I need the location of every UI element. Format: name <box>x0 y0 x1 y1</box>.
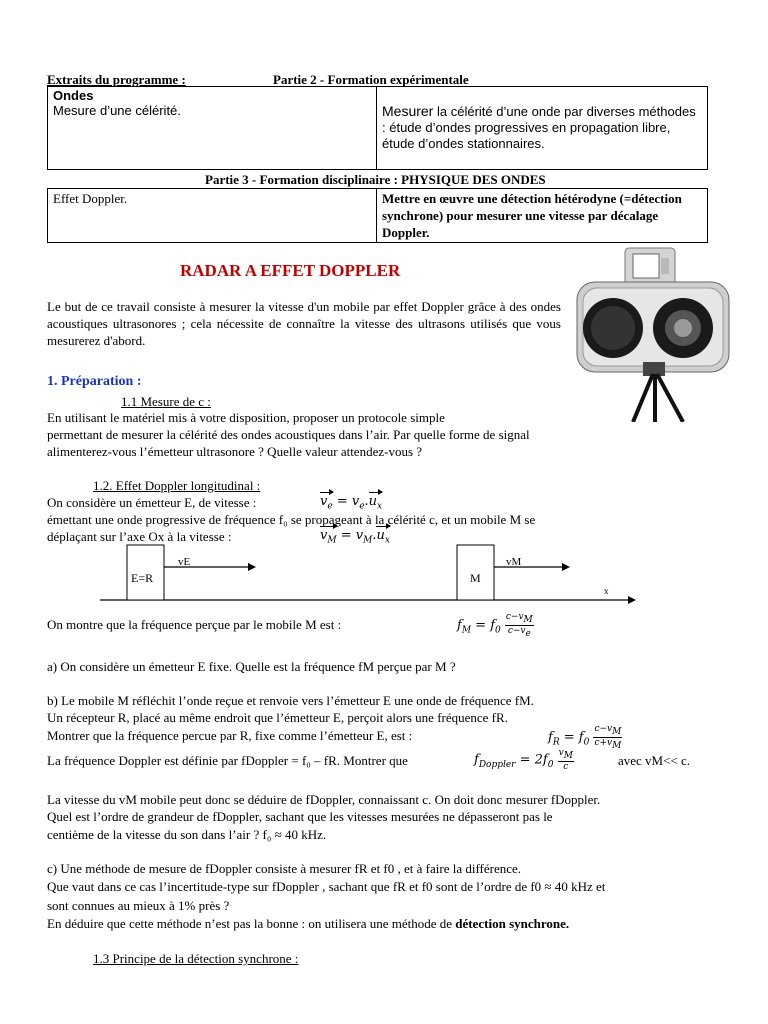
vm-arrow-label: vM <box>506 556 522 568</box>
emitter-velocity-equation: $v_e = v_e.u_x$ <box>320 494 383 512</box>
table1-right-text: la célérité d’une onde par diverses méthodes : étude d’ondes progressives en propagation libre, étude d’ondes stationnaires. <box>382 104 696 151</box>
program-table-2 <box>47 188 708 243</box>
s11-heading: 1.1 Mesure de c : <box>121 394 211 409</box>
table2-right-cell: Mettre en œuvre une détection hétérodyne (=détection synchrone) pour mesurer une vitesse par décalage Doppler. <box>377 189 708 243</box>
question-b-line4-end: avec vM<< c. <box>618 753 691 768</box>
table1-right-cell <box>377 87 708 170</box>
s11-line1: En utilisant le matériel mis à votre disposition, proposer un protocole simple <box>47 410 445 425</box>
paragraph-line3: centième de la vitesse du son dans l’air ? f₀ ≈ 40 kHz. <box>47 827 327 842</box>
ondes-heading: Ondes <box>53 88 94 103</box>
fr-formula: $f_R = f_0$ $\frac{c-v_M}{c+v_M}$ <box>548 724 622 751</box>
question-b-line1: b) Le mobile M réfléchit l’onde reçue et renvoie vers l’émetteur E une onde de fréquence fM. <box>47 693 534 708</box>
doppler-radar-image <box>573 246 733 422</box>
table2-left-cell: Effet Doppler. <box>48 189 377 243</box>
question-c-line4-text: En déduire que cette méthode n’est pas la bonne : on utilisera une méthode de <box>47 916 453 931</box>
question-a: a) On considère un émetteur E fixe. Quelle est la fréquence fM perçue par M ? <box>47 659 456 674</box>
program-label: Extraits du programme : <box>47 72 186 87</box>
fdoppler-formula: $f_{Doppler} = 2f_0$ $\frac{v_M}{c}$ <box>474 748 573 772</box>
mobile-velocity-equation: $v_M = v_M.u_x$ <box>320 528 390 546</box>
synchronous-detection-term: détection synchrone. <box>455 916 570 931</box>
question-c-line1: c) Une méthode de mesure de fDoppler consiste à mesurer fR et f0 , et à faire la différence. <box>47 861 522 876</box>
part2-heading: Partie 2 - Formation expérimentale <box>273 72 469 87</box>
paragraph-line2: Quel est l’ordre de grandeur de fDoppler, sachant que les vitesses mesurées ne dépasseront pas le <box>47 809 553 824</box>
page-title: RADAR A EFFET DOPPLER <box>180 261 401 280</box>
s12-line2: émettant une onde progressive de fréquence f₀ se propageant à la célérité c, et un mobile M se <box>47 512 536 527</box>
s12-line1: On considère un émetteur E, de vitesse : <box>47 495 257 510</box>
question-b-line2: Un récepteur R, placé au même endroit que l’émetteur E, perçoit alors une fréquence fR. <box>47 710 508 725</box>
s12-heading: 1.2. Effet Doppler longitudinal : <box>93 478 261 493</box>
fm-intro-line: On montre que la fréquence perçue par le mobile M est : <box>47 617 342 632</box>
mesurer-word: Mesurer <box>382 103 434 119</box>
question-c-line4 <box>47 915 569 932</box>
s11-line2: permettant de mesurer la célérité des ondes acoustiques dans l’air. Par quelle forme de signal <box>47 427 530 442</box>
fm-formula: $f_M = f_0$ $\frac{c-v_M}{c-v_e}$ <box>457 612 533 639</box>
s12-line3: déplaçant sur l’axe Ox à la vitesse : <box>47 529 232 544</box>
s13-heading: 1.3 Principe de la détection synchrone : <box>93 951 299 966</box>
part3-heading: Partie 3 - Formation disciplinaire : PHYSIQUE DES ONDES <box>205 172 546 187</box>
table1-left-text: Mesure d’une célérité. <box>53 103 181 118</box>
table1-left-cell <box>48 87 377 170</box>
program-table-1 <box>47 86 708 170</box>
question-b-line3: Montrer que la fréquence percue par R, fixe comme l’émetteur E, est : <box>47 728 413 743</box>
intro-paragraph: Le but de ce travail consiste à mesurer la vitesse d'un mobile par effet Doppler grâce à des ondes acoustiques ultrasonores ; cela nécessite de connaître la vitesse des ultrasons utilisés que vous mesurerez d'abord. <box>47 299 561 348</box>
section-1-heading: 1. Préparation : <box>47 374 142 389</box>
question-b-line4: La fréquence Doppler est définie par fDoppler = f₀ – fR. Montrer que <box>47 753 408 768</box>
emitter-box-label: E=R <box>131 571 154 585</box>
doppler-diagram <box>100 540 640 606</box>
ve-arrow-label: vE <box>178 556 191 568</box>
s11-line3: alimenterez-vous l’émetteur ultrasonore ? Quelle valeur attendez-vous ? <box>47 444 423 459</box>
question-c-line2: Que vaut dans ce cas l’incertitude-type sur fDoppler , sachant que fR et f0 sont de l’ordre de f0 ≈ 40 kHz et <box>47 879 606 894</box>
x-axis-label: x <box>604 586 609 596</box>
mobile-box-label: M <box>470 571 481 585</box>
paragraph-line1: La vitesse du vM mobile peut donc se déduire de fDoppler, connaissant c. On doit donc mesurer fDoppler. <box>47 792 601 807</box>
question-c-line3: sont connues au mieux à 1% près ? <box>47 898 230 913</box>
